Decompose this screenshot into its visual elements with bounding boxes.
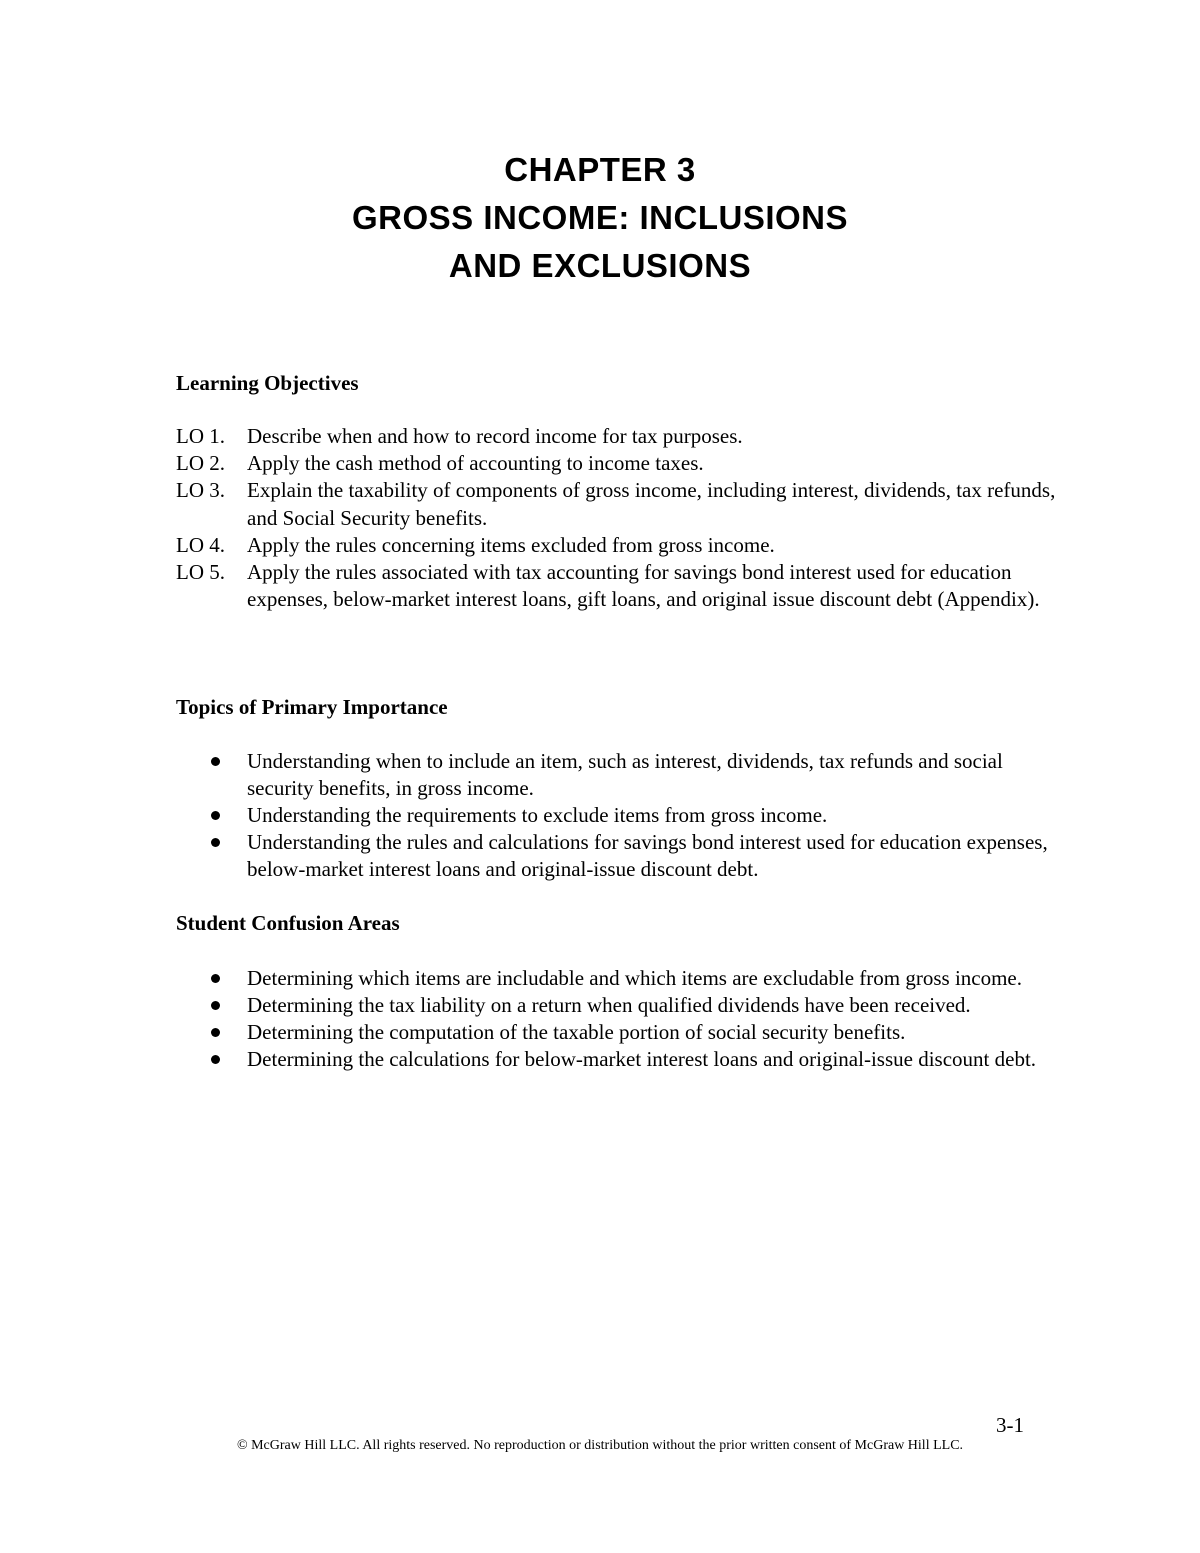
list-item (206, 1019, 1066, 1046)
list-item (206, 802, 1066, 829)
lo-text: Describe when and how to record income for tax purposes. (247, 424, 743, 448)
lo-item (176, 423, 1056, 450)
confusion-text: Determining the calculations for below-market interest loans and original-issue discount debt. (247, 1047, 1037, 1071)
copyright-footer: © McGraw Hill LLC. All rights reserved. No reproduction or distribution without the prior written consent of McGraw Hill LLC. (236, 1438, 964, 1453)
bullet-icon (206, 1046, 247, 1073)
chapter-title-line-1: GROSS INCOME: INCLUSIONS (351, 199, 849, 236)
chapter-title-line-2: AND EXCLUSIONS (448, 247, 752, 284)
learning-objectives-heading: Learning Objectives (176, 371, 359, 395)
bullet-icon (206, 965, 247, 992)
topic-text: Understanding the rules and calculations for savings bond interest used for education expenses, below-market interest loans and original-issue discount debt. (247, 830, 1048, 881)
topics-heading: Topics of Primary Importance (176, 695, 448, 719)
lo-item (176, 559, 1056, 613)
confusion-text: Determining the tax liability on a return when qualified dividends have been received. (247, 993, 971, 1017)
bullet-icon (206, 829, 247, 883)
list-item (206, 829, 1066, 883)
bullet-icon (206, 992, 247, 1019)
bullet-icon (206, 1019, 247, 1046)
lo-text: Apply the rules associated with tax accounting for savings bond interest used for education expenses, below-market interest loans, gift loans, and original issue discount debt (Appendix). (247, 560, 1040, 612)
lo-number: LO 2. (176, 451, 225, 476)
list-item (206, 965, 1066, 992)
lo-item (176, 450, 1056, 477)
bullet-icon (206, 748, 247, 802)
confusion-text: Determining which items are includable and which items are excludable from gross income. (247, 966, 1023, 990)
topics-list (206, 748, 1066, 883)
list-item (206, 1046, 1066, 1073)
lo-number: LO 1. (176, 424, 225, 448)
lo-number: LO 3. (176, 478, 225, 503)
list-item (206, 992, 1066, 1019)
lo-item (176, 532, 1056, 559)
chapter-number: CHAPTER 3 (504, 151, 696, 188)
lo-number: LO 5. (176, 560, 225, 585)
lo-item (176, 477, 1056, 531)
confusion-list (206, 965, 1066, 1073)
bullet-icon (206, 802, 247, 829)
list-item (206, 748, 1066, 802)
lo-text: Explain the taxability of components of gross income, including interest, dividends, tax refunds, and Social Security benefits. (247, 478, 1056, 530)
confusion-text: Determining the computation of the taxable portion of social security benefits. (247, 1020, 906, 1044)
topic-text: Understanding the requirements to exclude items from gross income. (247, 803, 828, 827)
learning-objectives-list (176, 423, 1056, 613)
lo-text: Apply the cash method of accounting to income taxes. (247, 451, 704, 476)
page-number: 3-1 (996, 1413, 1024, 1437)
lo-text: Apply the rules concerning items excluded from gross income. (247, 532, 775, 557)
topic-text: Understanding when to include an item, such as interest, dividends, tax refunds and social security benefits, in gross income. (247, 749, 1003, 800)
lo-number: LO 4. (176, 532, 225, 557)
confusion-heading: Student Confusion Areas (176, 911, 400, 935)
chapter-title (0, 146, 1200, 290)
